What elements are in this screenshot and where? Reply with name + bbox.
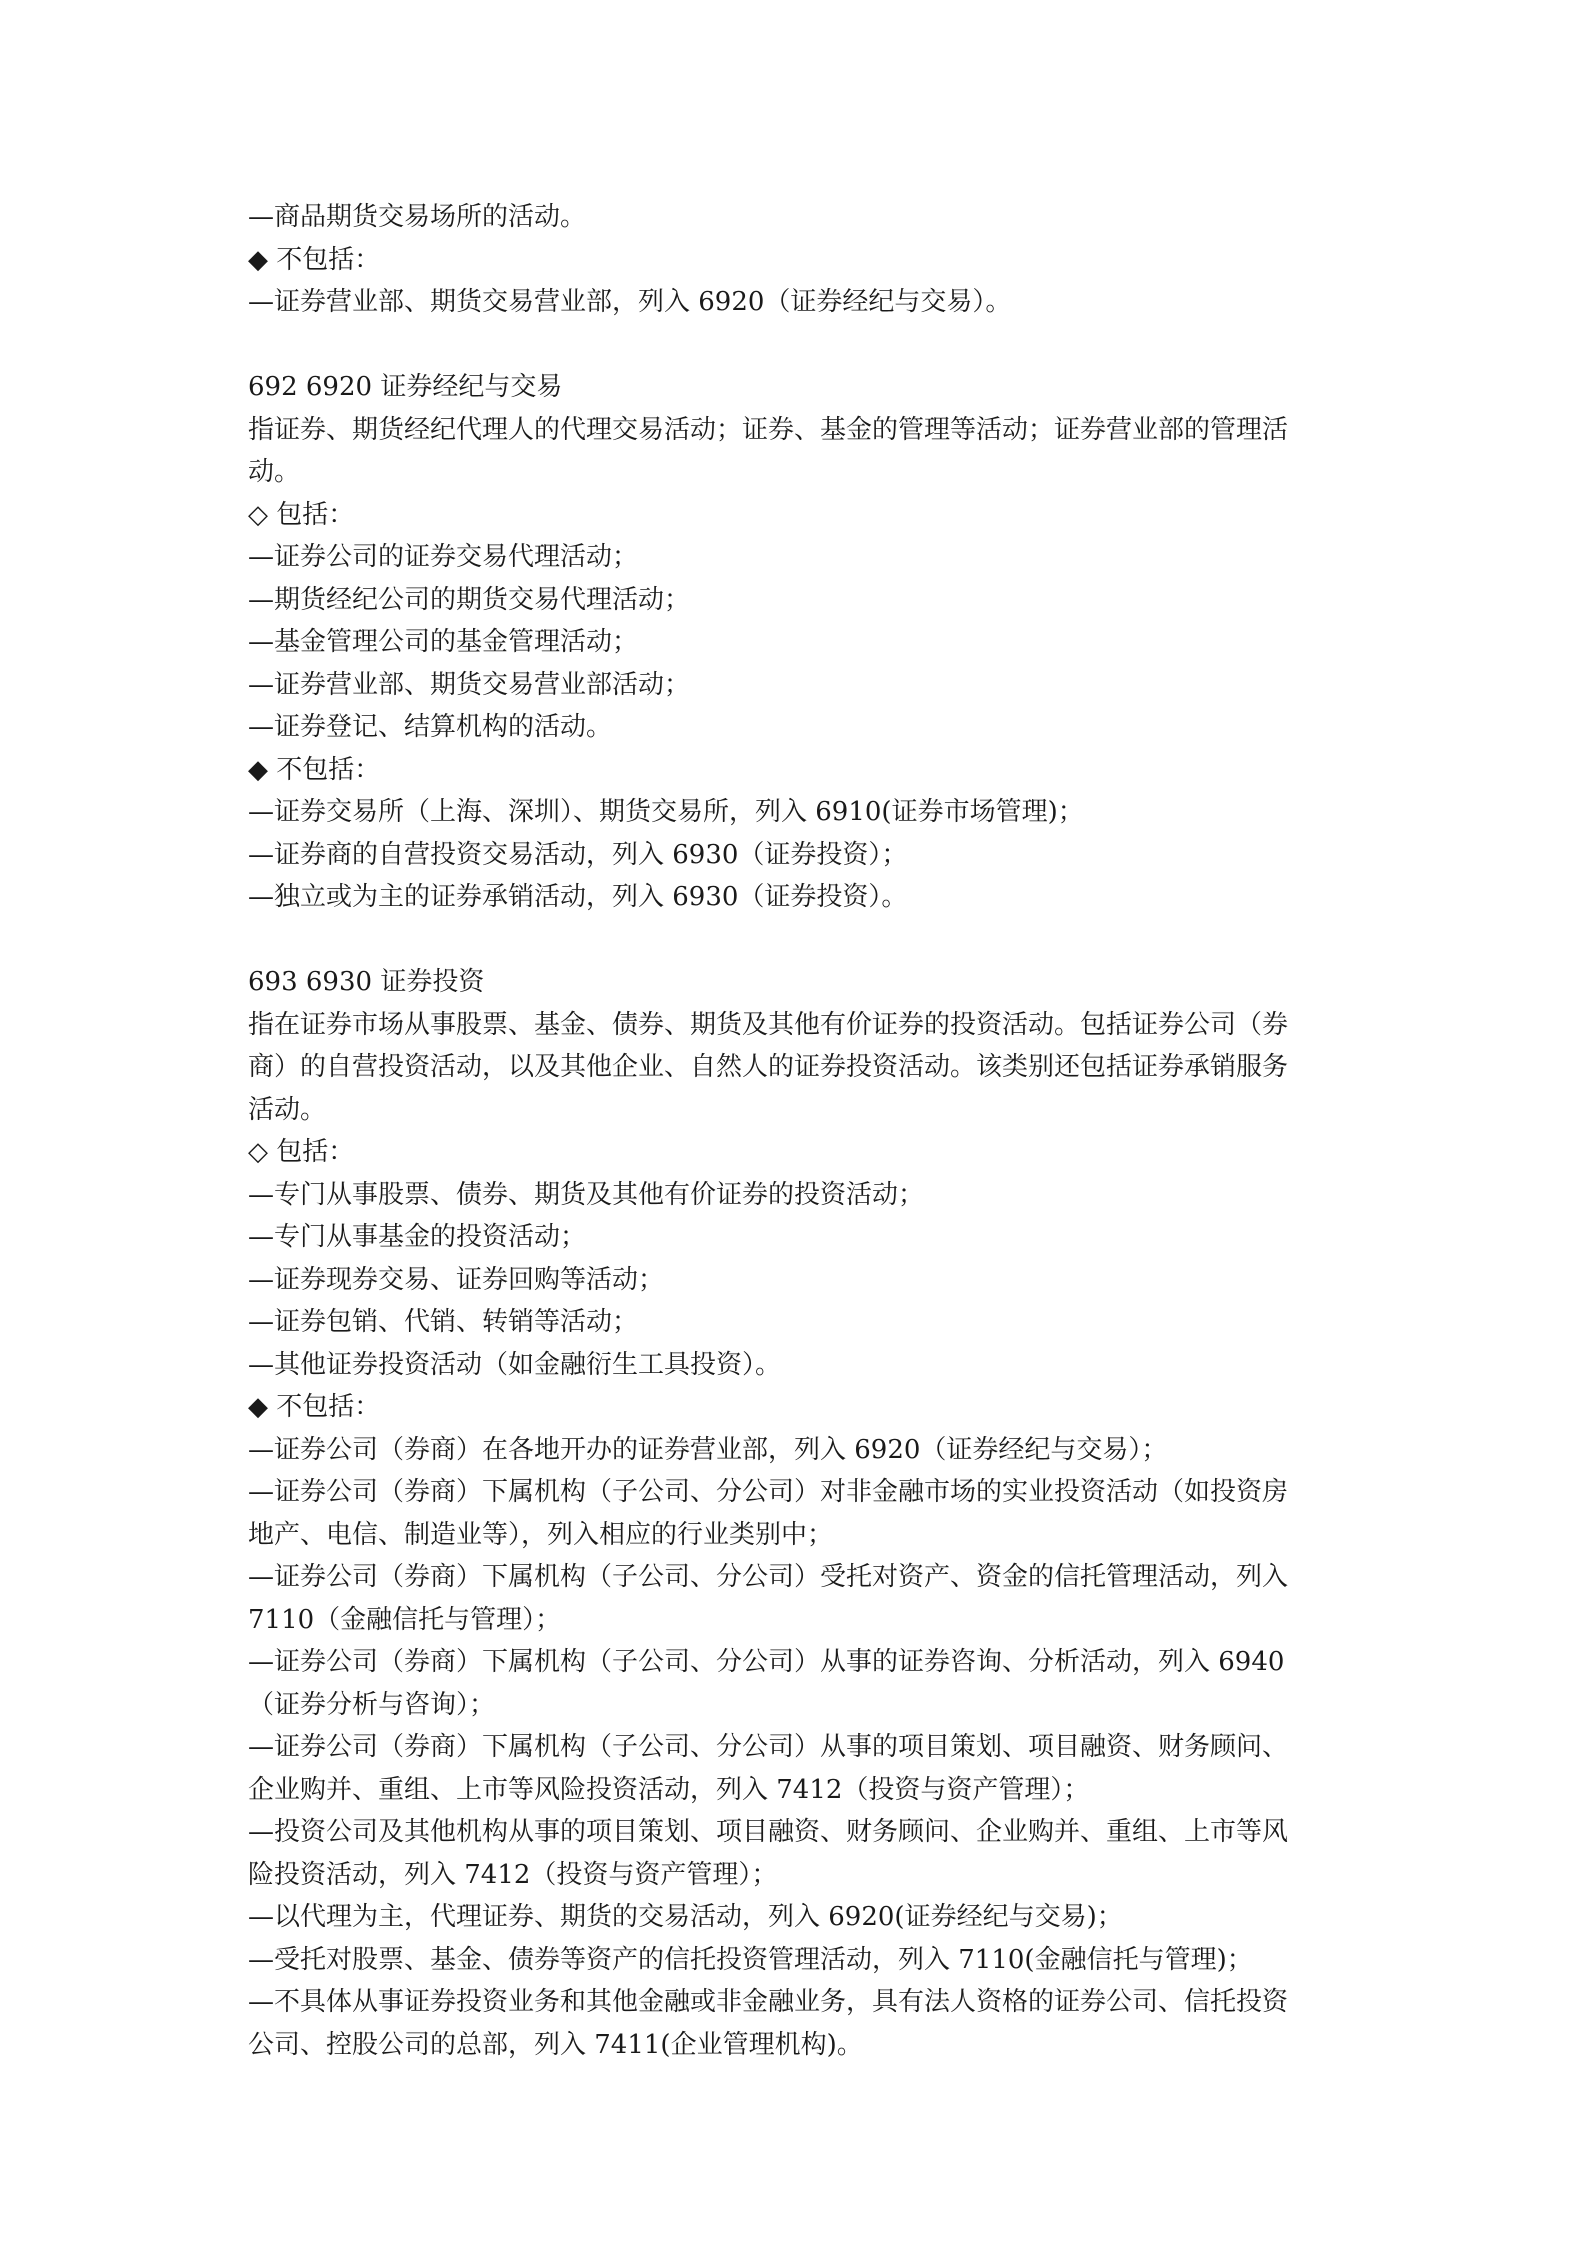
exclusion-item: —不具体从事证券投资业务和其他金融或非金融业务，具有法人资格的证券公司、信托投资	[248, 1987, 1289, 2017]
exclusion-item: —证券公司（券商）下属机构（子公司、分公司）从事的项目策划、项目融资、财务顾问、	[248, 1732, 1289, 1762]
paragraph-gap	[248, 324, 1358, 367]
inclusion-item: —证券公司的证券交易代理活动；	[248, 542, 639, 572]
exclusion-label: ◆ 不包括：	[248, 244, 381, 275]
inclusion-label: ◇ 包括：	[248, 499, 355, 530]
document-body	[248, 196, 1358, 2066]
inclusion-item: —专门从事基金的投资活动；	[248, 1222, 587, 1252]
section-description: 商）的自营投资活动，以及其他企业、自然人的证券投资活动。该类别还包括证券承销服务	[248, 1052, 1289, 1082]
exclusion-item: —证券商的自营投资交易活动，列入 6930（证券投资）；	[248, 839, 908, 870]
inclusion-label: ◇ 包括：	[248, 1137, 355, 1167]
exclusion-item-continued: 企业购并、重组、上市等风险投资活动，列入 7412（投资与资产管理）；	[248, 1774, 1090, 1805]
inclusion-item: —专门从事股票、债券、期货及其他有价证券的投资活动；	[248, 1179, 925, 1210]
exclusion-item-continued: 7110（金融信托与管理）；	[248, 1604, 562, 1635]
exclusion-item: —证券公司（券商）下属机构（子公司、分公司）从事的证券咨询、分析活动，列入 6940	[248, 1647, 1285, 1677]
exclusion-item: —投资公司及其他机构从事的项目策划、项目融资、财务顾问、企业购并、重组、上市等风	[248, 1817, 1289, 1847]
inclusion-item: —期货经纪公司的期货交易代理活动；	[248, 584, 691, 615]
inclusion-item: —基金管理公司的基金管理活动；	[248, 627, 639, 657]
exclusion-item: —证券公司（券商）下属机构（子公司、分公司）对非金融市场的实业投资活动（如投资房	[248, 1477, 1289, 1507]
inclusion-item: —其他证券投资活动（如金融衍生工具投资）。	[248, 1349, 782, 1380]
exclusion-item: —受托对股票、基金、债券等资产的信托投资管理活动，列入 7110(金融信托与管理)；	[248, 1944, 1253, 1975]
text-line: —商品期货交易场所的活动。	[248, 202, 587, 232]
section-description: 活动。	[248, 1094, 327, 1125]
exclusion-label: ◆ 不包括：	[248, 754, 381, 785]
inclusion-item: —证券营业部、期货交易营业部活动；	[248, 669, 691, 700]
exclusion-label: ◆ 不包括：	[248, 1392, 381, 1422]
section-description: 动。	[248, 457, 301, 487]
exclusion-item: —证券公司（券商）在各地开办的证券营业部，列入 6920（证券经纪与交易）；	[248, 1434, 1168, 1465]
inclusion-item: —证券登记、结算机构的活动。	[248, 712, 613, 742]
exclusion-item: —独立或为主的证券承销活动，列入 6930（证券投资）。	[248, 882, 908, 912]
inclusion-item: —证券现券交易、证券回购等活动；	[248, 1264, 665, 1295]
paragraph-gap	[248, 919, 1358, 962]
inclusion-item: —证券包销、代销、转销等活动；	[248, 1307, 639, 1337]
exclusion-item: —证券营业部、期货交易营业部，列入 6920（证券经纪与交易）。	[248, 287, 1012, 317]
exclusion-item-continued: 公司、控股公司的总部，列入 7411(企业管理机构)。	[248, 2029, 863, 2060]
exclusion-item-continued: （证券分析与咨询）；	[248, 1689, 496, 1720]
exclusion-item-continued: 地产、电信、制造业等），列入相应的行业类别中；	[248, 1519, 834, 1550]
section-description: 指证券、期货经纪代理人的代理交易活动；证券、基金的管理等活动；证券营业部的管理活	[248, 414, 1289, 445]
exclusion-item: —证券交易所（上海、深圳）、期货交易所，列入 6910(证券市场管理)；	[248, 797, 1084, 827]
exclusion-item-continued: 险投资活动，列入 7412（投资与资产管理）；	[248, 1859, 778, 1890]
exclusion-item: —证券公司（券商）下属机构（子公司、分公司）受托对资产、资金的信托管理活动，列入	[248, 1562, 1289, 1592]
section-heading-693: 693 6930 证券投资	[248, 967, 485, 997]
exclusion-item: —以代理为主，代理证券、期货的交易活动，列入 6920(证券经纪与交易)；	[248, 1902, 1123, 1932]
section-description: 指在证券市场从事股票、基金、债券、期货及其他有价证券的投资活动。包括证券公司（券	[248, 1009, 1289, 1040]
section-heading-692: 692 6920 证券经纪与交易	[248, 372, 563, 402]
